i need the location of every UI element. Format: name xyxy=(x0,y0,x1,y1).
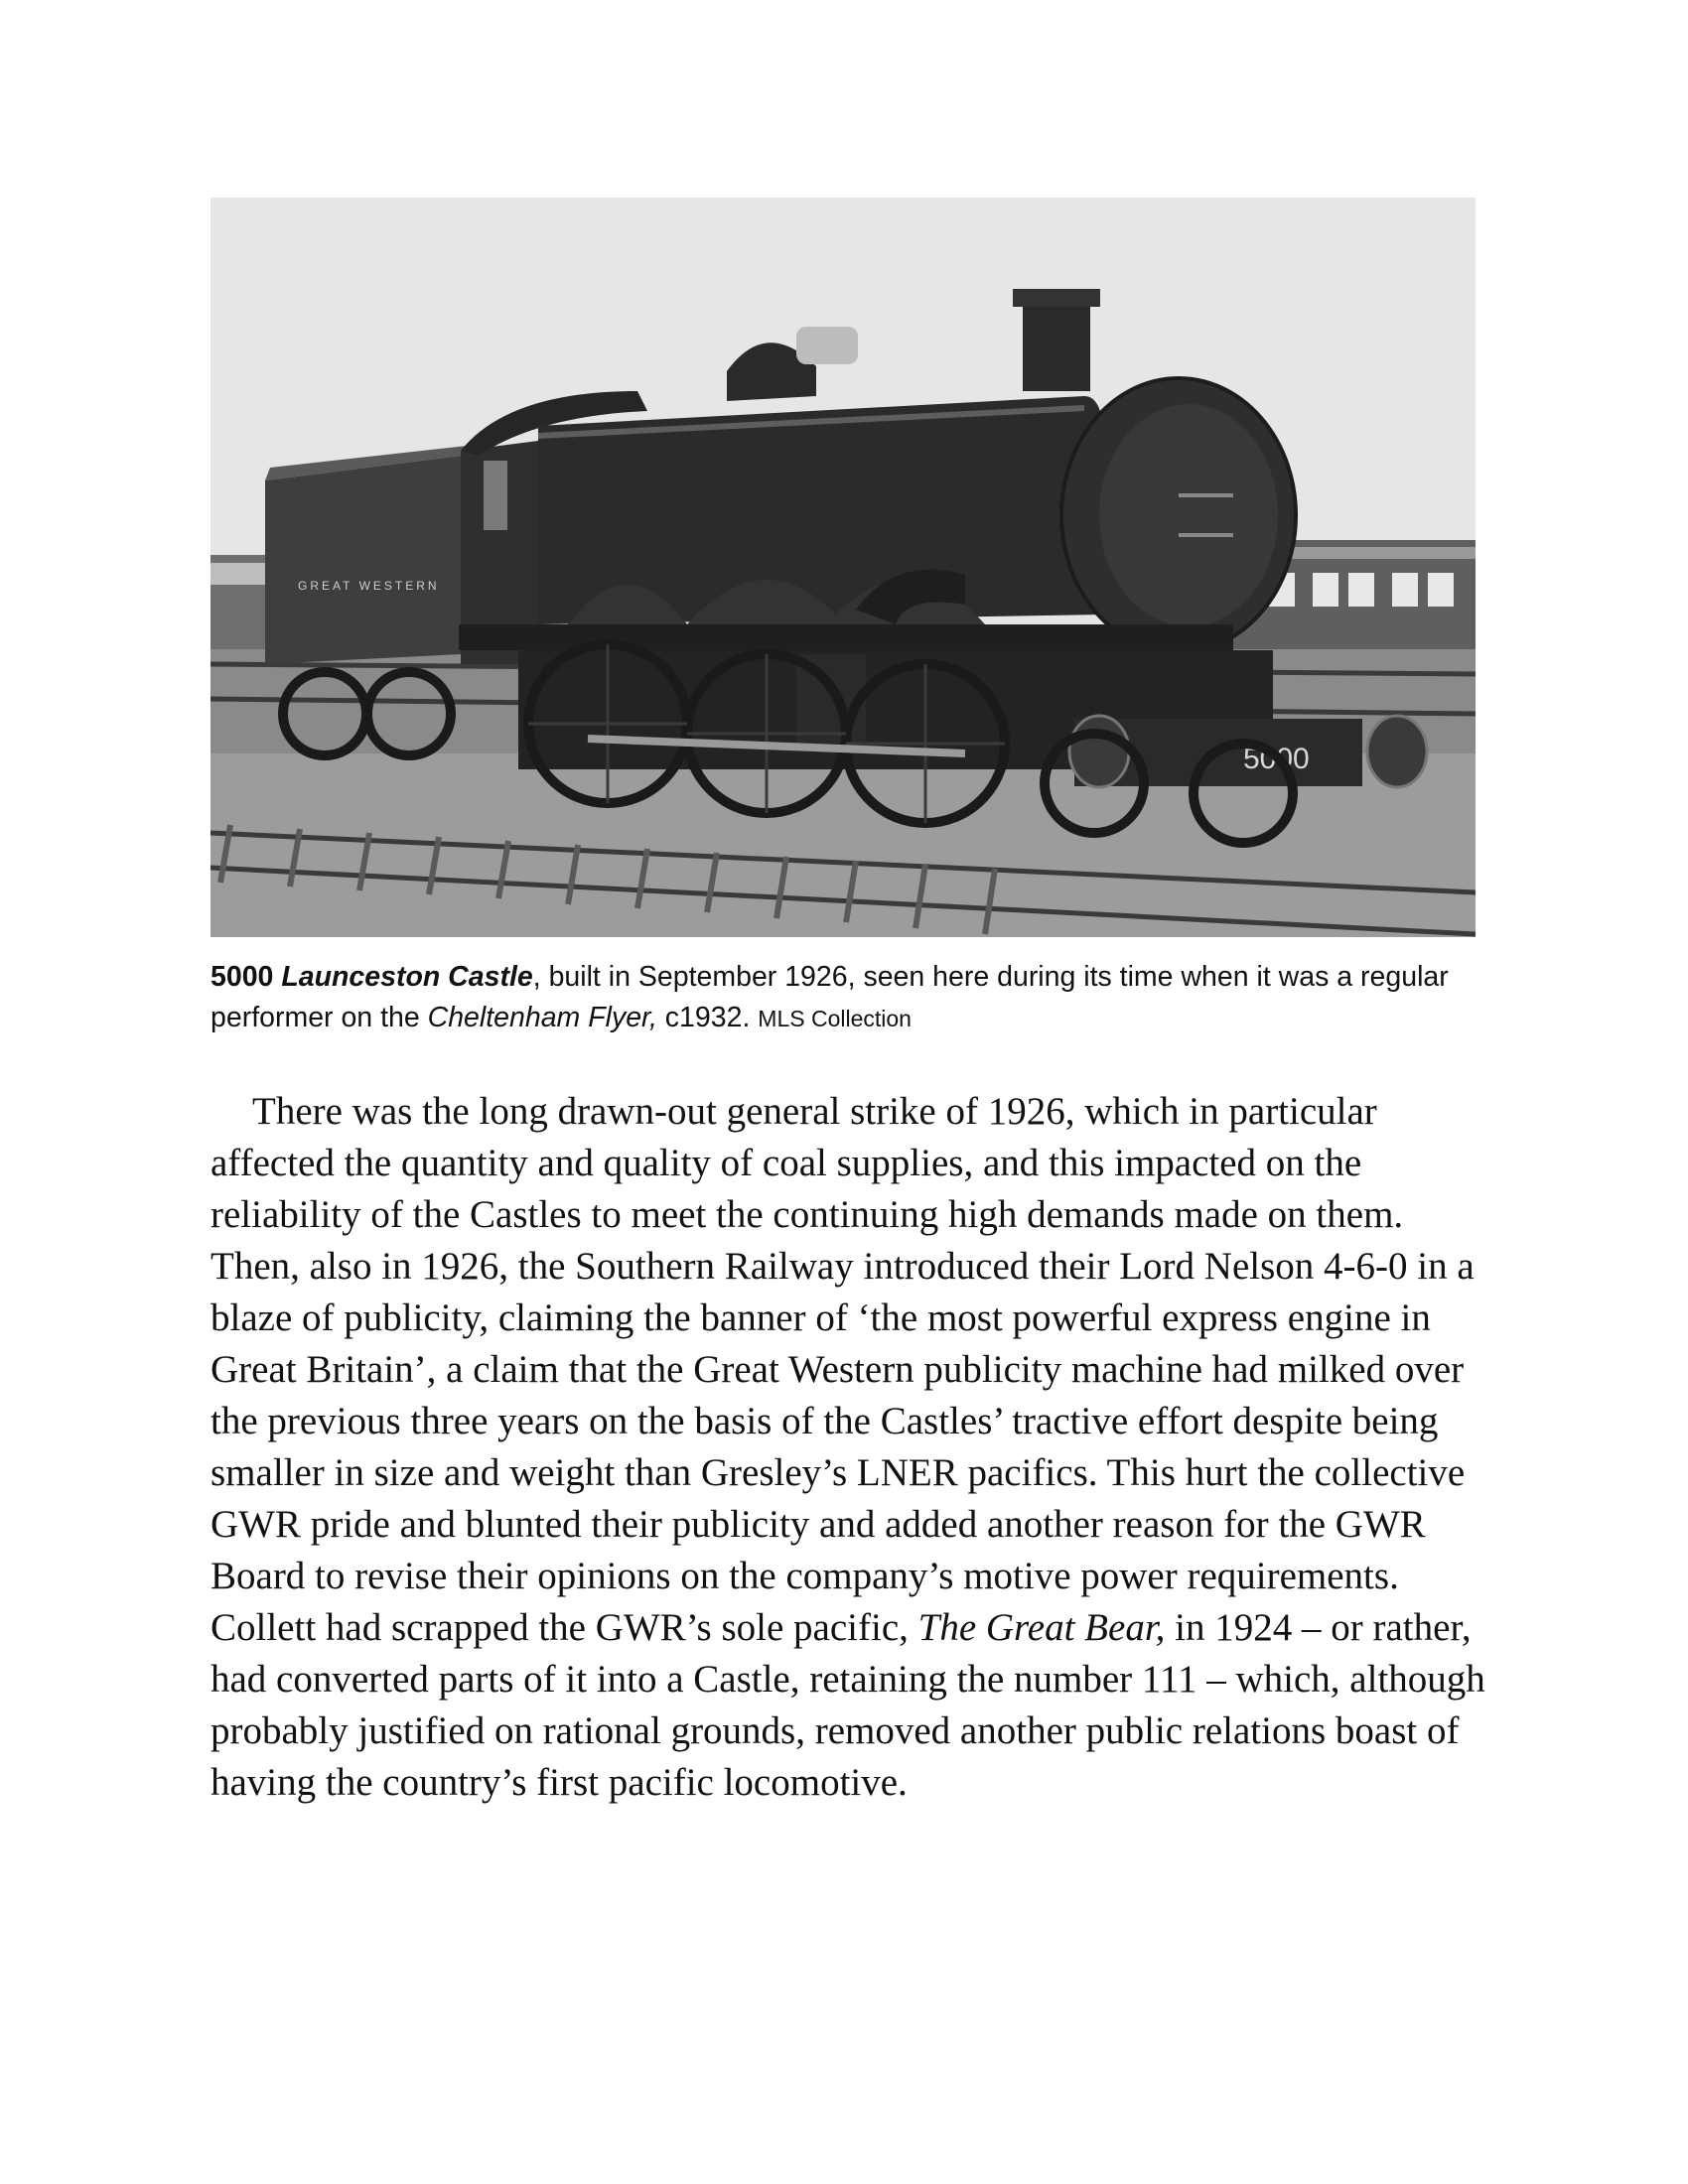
caption-train-name: Cheltenham Flyer, xyxy=(427,1002,657,1033)
locomotive-illustration xyxy=(211,198,1476,937)
body-paragraph xyxy=(211,1086,1491,1809)
tender-lettering: GREAT WESTERN xyxy=(298,579,440,593)
body-text-2: in 1924 – or rather, had converted parts of it into a Castle, retaining the number 111 – which, although probably justified on rational grounds, removed another public relations boast of having the country’s first pacific locomotive. xyxy=(211,1606,1485,1804)
caption-text-2: c1932. xyxy=(656,1002,759,1033)
body-italic-title: The Great Bear, xyxy=(917,1606,1166,1649)
caption-text-1: , built in September 1926, seen here during its time when it was a regular performer on the xyxy=(211,961,1449,1033)
caption-credit: MLS Collection xyxy=(758,1006,912,1031)
body-text xyxy=(211,1086,1491,1809)
body-text-1: There was the long drawn-out general strike of 1926, which in particular affected the quantity and quality of coal supplies, and this impacted on the reliability of the Castles to meet the continuing high demands made on them. Then, also in 1926, the Southern Railway introduced their Lord Nelson 4-6-0 in a blaze of publicity, claiming the banner of ‘the most powerful express engine in Great Britain’, a claim that the Great Western publicity machine had milked over the previous three years on the basis of the Castles’ tractive effort despite being smaller in size and weight than Gresley’s LNER pacifics. This hurt the collective GWR pride and blunted their publicity and added another reason for the GWR Board to revise their opinions on the company’s motive power requirements. Collett had scrapped the GWR’s sole pacific, xyxy=(211,1090,1475,1649)
caption-loco-number: 5000 xyxy=(211,961,274,993)
smokebox-number: 5000 xyxy=(1243,743,1310,775)
locomotive-photo xyxy=(211,198,1476,937)
caption-loco-name: Launceston Castle xyxy=(281,961,533,993)
photo-caption xyxy=(211,957,1491,1039)
